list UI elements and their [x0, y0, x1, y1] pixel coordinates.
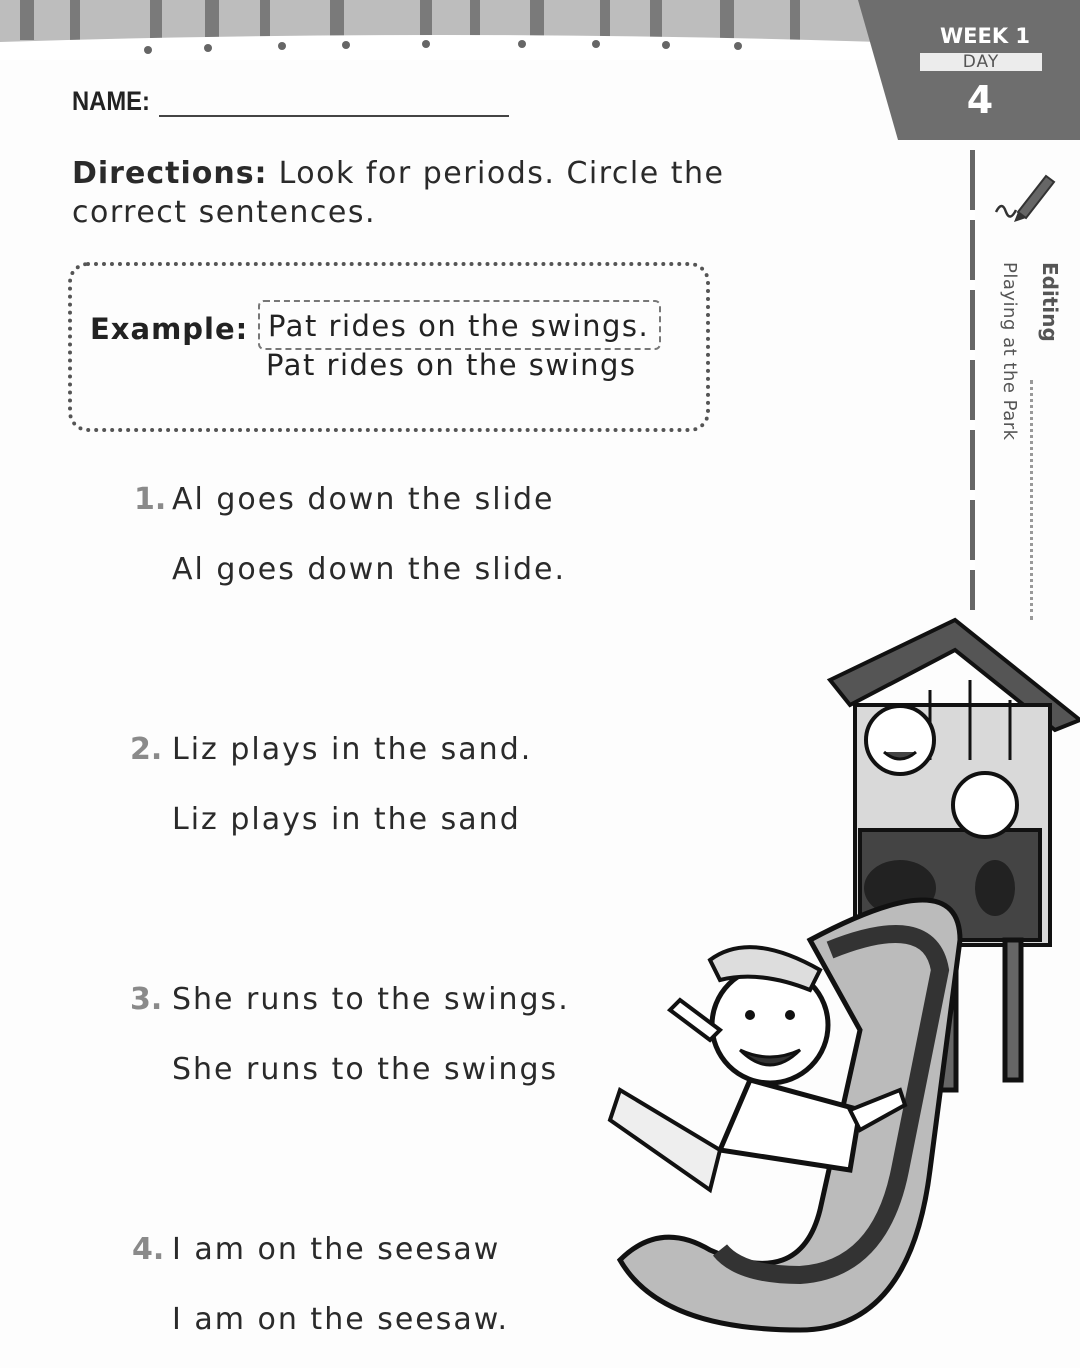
item-1-option-b[interactable]: Al goes down the slide.	[172, 552, 567, 587]
name-label: NAME:	[72, 86, 150, 116]
name-field[interactable]	[159, 87, 509, 117]
week-label: WEEK 1	[939, 24, 1031, 48]
item-1-option-a[interactable]: Al goes down the slide	[172, 482, 555, 517]
item-1-number: 1.	[134, 482, 167, 517]
fence-border-decoration	[0, 0, 880, 60]
directions-label: Directions:	[72, 156, 268, 191]
example-circled-sentence: Pat rides on the swings.	[258, 300, 661, 350]
item-2-number: 2.	[130, 732, 163, 767]
sidebar-topic: Playing at the Park	[999, 262, 1020, 441]
pen-icon	[990, 168, 1060, 228]
item-3-option-b[interactable]: She runs to the swings	[172, 1052, 559, 1087]
item-2-option-b[interactable]: Liz plays in the sand	[172, 802, 521, 837]
day-label: DAY	[962, 52, 1000, 72]
name-row	[72, 86, 509, 117]
directions-text: Look for periods. Circle the correct sentences.	[72, 156, 725, 230]
example-label: Example:	[90, 312, 249, 346]
item-2-option-a[interactable]: Liz plays in the sand.	[172, 732, 533, 767]
item-3-number: 3.	[130, 982, 163, 1017]
item-4-number: 4.	[132, 1232, 165, 1267]
example-other-sentence: Pat rides on the swings	[266, 348, 637, 382]
item-4-option-b[interactable]: I am on the seesaw.	[172, 1302, 510, 1337]
sidebar-divider	[970, 150, 975, 610]
sidebar-subject: Editing	[1038, 262, 1062, 342]
item-4-option-a[interactable]: I am on the seesaw	[172, 1232, 501, 1267]
directions	[72, 154, 792, 232]
day-number: 4	[966, 78, 994, 122]
playground-slide-illustration	[600, 610, 1080, 1350]
item-3-option-a[interactable]: She runs to the swings.	[172, 982, 570, 1017]
sidebar-dotted-line	[1030, 380, 1033, 620]
